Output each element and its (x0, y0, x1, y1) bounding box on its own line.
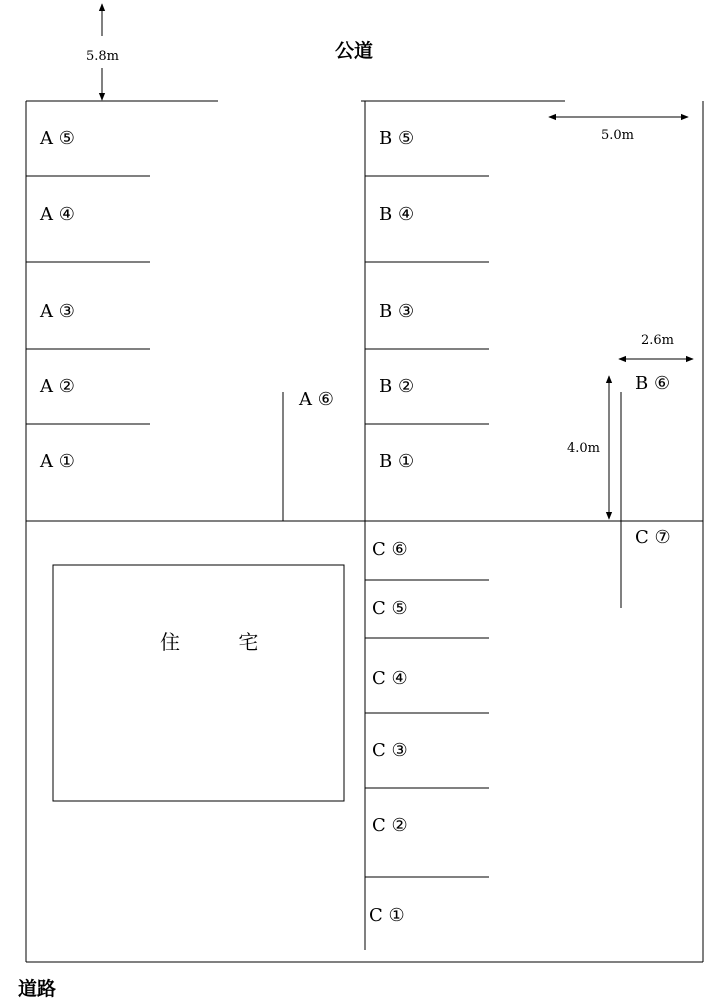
space-label-c4: C ④ (372, 668, 408, 689)
dimension-4-0m-label: 4.0m (567, 441, 601, 456)
space-label-a2: A ② (40, 376, 75, 397)
dimension-5-8m-label: 5.8m (86, 49, 120, 64)
space-label-a6: A ⑥ (299, 389, 334, 410)
space-label-b6: B ⑥ (635, 373, 671, 394)
space-label-b3: B ③ (379, 301, 415, 322)
space-label-c3: C ③ (372, 740, 408, 761)
space-label-c2: C ② (372, 815, 408, 836)
space-label-a4: A ④ (40, 204, 75, 225)
space-label-b2: B ② (379, 376, 415, 397)
space-label-c1: C ① (369, 905, 405, 926)
dimension-2-6m-label: 2.6m (641, 333, 675, 348)
house-label: 住 宅 (160, 630, 285, 654)
space-label-a3: A ③ (40, 301, 75, 322)
space-label-b4: B ④ (379, 204, 415, 225)
dimension-2-6m (619, 333, 693, 359)
space-label-a5: A ⑤ (40, 128, 75, 149)
space-label-c6: C ⑥ (372, 539, 408, 560)
dimension-5-0m (549, 117, 688, 143)
dimension-5-0m-label: 5.0m (601, 128, 635, 143)
space-label-a1: A ① (40, 451, 75, 472)
house-outline (53, 565, 344, 801)
space-label-b1: B ① (379, 451, 415, 472)
dimension-4-0m (567, 376, 609, 519)
road-label: 道路 (18, 978, 57, 1000)
dimension-5-8m (86, 4, 119, 100)
space-label-c5: C ⑤ (372, 598, 408, 619)
space-label-c7: C ⑦ (635, 527, 671, 548)
public-road-label: 公道 (335, 40, 374, 62)
space-label-b5: B ⑤ (379, 128, 415, 149)
